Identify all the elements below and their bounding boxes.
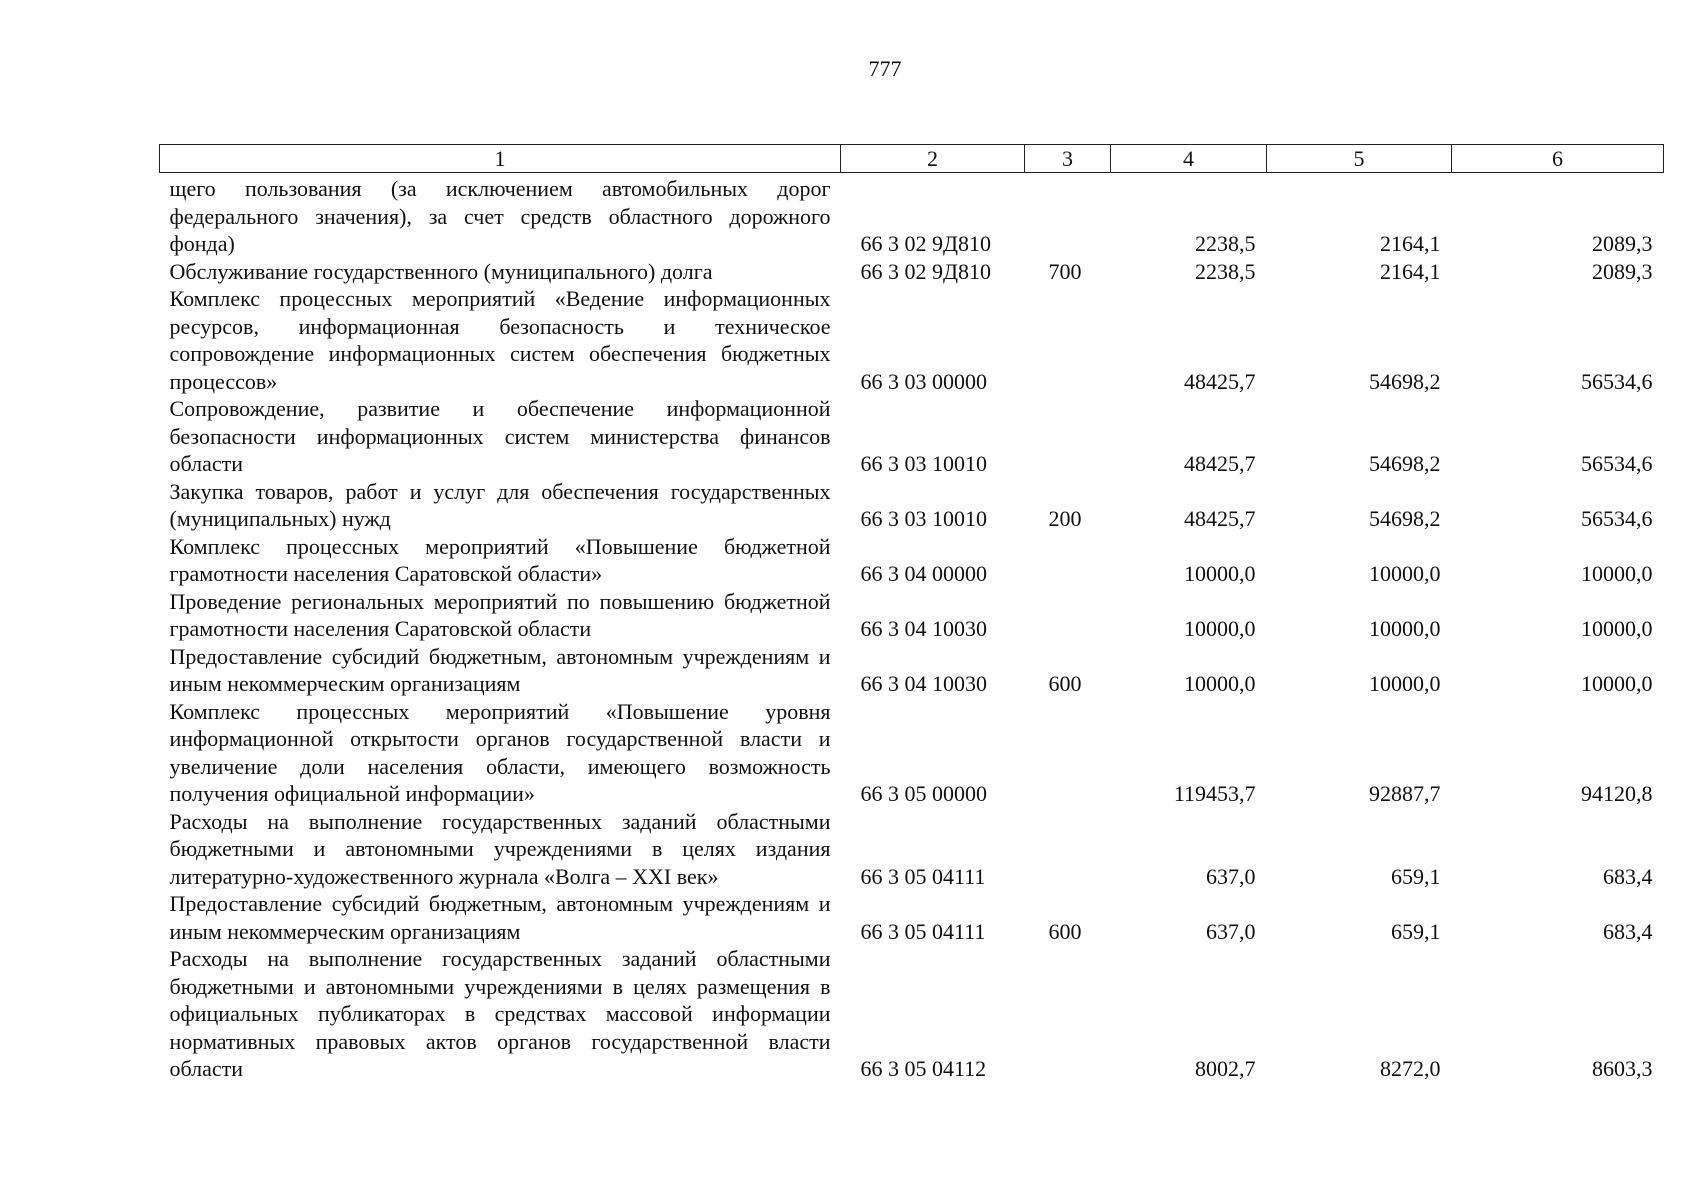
header-col-1: 1 [160, 145, 841, 173]
row-kind [1025, 588, 1111, 643]
table-row [160, 945, 1664, 1083]
row-code: 66 3 05 04112 [860, 1056, 987, 1081]
row-value-3: 8603,3 [1592, 1056, 1653, 1081]
row-value-2: 10000,0 [1369, 671, 1441, 696]
row-value-1: 10000,0 [1184, 671, 1256, 696]
row-code: 66 3 03 10010 [860, 451, 987, 476]
row-kind [1025, 395, 1111, 478]
row-name: Сопровождение, развитие и обеспечение информационной безопасности информационных систем министерства финансов области [169, 396, 831, 476]
row-code: 66 3 04 10030 [860, 671, 987, 696]
row-value-2: 8272,0 [1380, 1056, 1441, 1081]
row-value-2: 54698,2 [1369, 506, 1441, 531]
table-row [160, 808, 1664, 891]
row-name: Предоставление субсидий бюджетным, автономным учреждениям и иным некоммерческим организациям [169, 643, 831, 696]
table-row [160, 643, 1664, 698]
header-col-3: 3 [1025, 145, 1111, 173]
row-name: щего пользования (за исключением автомобильных дорог федерального значения), за счет средств областного дорожного фонда) [169, 176, 831, 256]
row-code: 66 3 02 9Д810 [860, 231, 992, 256]
row-value-2: 2164,1 [1380, 258, 1441, 284]
row-name: Проведение региональных мероприятий по повышению бюджетной грамотности населения Саратовской области [169, 588, 831, 641]
budget-table [159, 144, 1664, 1083]
row-name: Закупка товаров, работ и услуг для обеспечения государственных (муниципальных) нужд [169, 478, 831, 531]
row-value-3: 2089,3 [1592, 231, 1653, 256]
row-value-2: 54698,2 [1369, 368, 1441, 394]
row-name: Комплекс процессных мероприятий «Повышение уровня информационной открытости органов государственной власти и увеличение доли населения области, имеющего возможность получения официальной информации» [169, 698, 831, 806]
row-value-3: 56534,6 [1581, 451, 1653, 476]
row-value-2: 54698,2 [1369, 451, 1441, 476]
row-value-1: 48425,7 [1184, 451, 1256, 476]
table-row [160, 173, 1664, 258]
row-kind: 200 [1048, 506, 1082, 531]
row-kind [1025, 285, 1111, 395]
row-value-1: 637,0 [1206, 918, 1256, 944]
header-col-2: 2 [841, 145, 1025, 173]
header-col-5: 5 [1267, 145, 1452, 173]
row-value-2: 2164,1 [1380, 231, 1441, 256]
row-code: 66 3 04 10030 [860, 616, 987, 641]
row-value-1: 637,0 [1206, 863, 1256, 889]
table-row [160, 890, 1664, 945]
row-kind: 700 [1048, 258, 1082, 284]
table-row [160, 533, 1664, 588]
row-value-1: 2238,5 [1195, 231, 1256, 256]
table-row [160, 698, 1664, 808]
row-value-3: 2089,3 [1592, 258, 1653, 284]
row-value-1: 119453,7 [1173, 781, 1256, 806]
table-row [160, 285, 1664, 395]
table-header [160, 145, 1664, 173]
row-value-2: 659,1 [1391, 863, 1441, 889]
row-kind [1025, 173, 1111, 258]
header-col-4: 4 [1111, 145, 1267, 173]
row-name: Расходы на выполнение государственных заданий областными бюджетными и автономными учреждениями в целях размещения в официальных публикаторах в средствах массовой информации нормативных правовых актов органов государственной власти области [169, 946, 831, 1081]
row-code: 66 3 03 10010 [860, 506, 987, 531]
table-body [160, 173, 1664, 1083]
header-col-6: 6 [1452, 145, 1664, 173]
row-kind [1025, 533, 1111, 588]
row-value-1: 2238,5 [1195, 258, 1256, 284]
row-value-2: 10000,0 [1369, 561, 1441, 586]
table-row [160, 478, 1664, 533]
row-value-3: 10000,0 [1581, 616, 1653, 641]
row-code: 66 3 02 9Д810 [860, 258, 992, 284]
row-kind [1025, 698, 1111, 808]
row-name: Расходы на выполнение государственных заданий областными бюджетными и автономными учреждениями в целях издания литературно-художественного журнала «Волга – XXI век» [169, 808, 831, 889]
row-value-3: 56534,6 [1581, 368, 1653, 394]
row-value-3: 683,4 [1603, 863, 1653, 889]
row-kind [1025, 945, 1111, 1083]
row-value-3: 10000,0 [1581, 561, 1653, 586]
row-name: Комплекс процессных мероприятий «Повышение бюджетной грамотности населения Саратовской области» [169, 533, 831, 586]
row-name: Обслуживание государственного (муниципального) долга [169, 258, 713, 284]
row-value-3: 10000,0 [1581, 671, 1653, 696]
page-number: 777 [868, 56, 902, 81]
row-code: 66 3 03 00000 [860, 368, 987, 394]
row-value-3: 94120,8 [1581, 781, 1653, 806]
row-name: Предоставление субсидий бюджетным, автономным учреждениям и иным некоммерческим организациям [169, 891, 831, 944]
table-row [160, 588, 1664, 643]
row-value-1: 10000,0 [1184, 616, 1256, 641]
row-kind: 600 [1048, 918, 1082, 944]
row-value-2: 92887,7 [1369, 781, 1441, 806]
row-code: 66 3 05 00000 [860, 781, 987, 806]
row-code: 66 3 05 04111 [860, 918, 986, 944]
row-value-1: 48425,7 [1184, 368, 1256, 394]
row-code: 66 3 04 00000 [860, 561, 987, 586]
row-value-2: 659,1 [1391, 918, 1441, 944]
row-value-1: 10000,0 [1184, 561, 1256, 586]
row-value-1: 8002,7 [1195, 1056, 1256, 1081]
row-name: Комплекс процессных мероприятий «Ведение информационных ресурсов, информационная безопасность и техническое сопровождение информационных систем обеспечения бюджетных процессов» [169, 286, 831, 394]
row-kind: 600 [1048, 671, 1082, 696]
row-value-1: 48425,7 [1184, 506, 1256, 531]
row-value-3: 683,4 [1603, 918, 1653, 944]
table-row [160, 258, 1664, 286]
row-value-3: 56534,6 [1581, 506, 1653, 531]
row-kind [1025, 808, 1111, 891]
row-code: 66 3 05 04111 [860, 863, 986, 889]
row-value-2: 10000,0 [1369, 616, 1441, 641]
table-row [160, 395, 1664, 478]
